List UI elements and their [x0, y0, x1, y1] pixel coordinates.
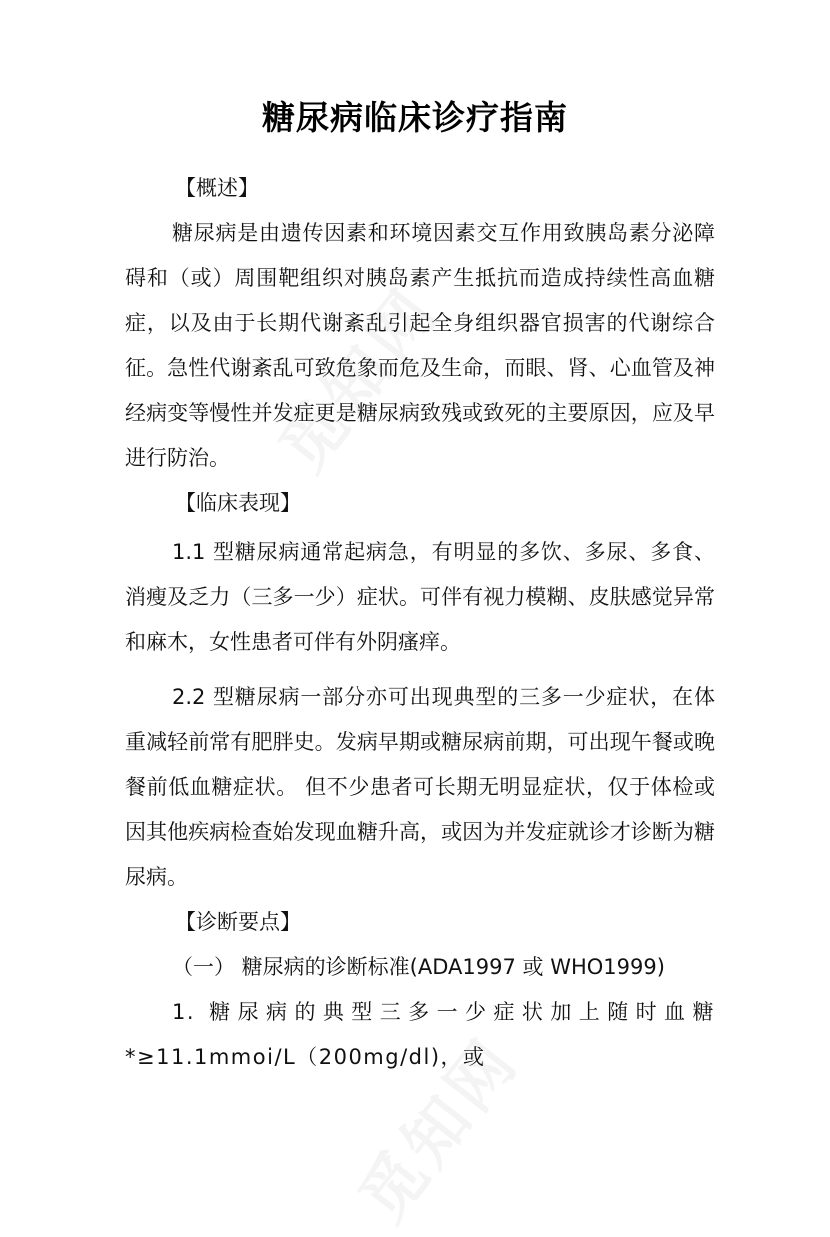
diagnosis-heading: 【诊断要点】 [175, 910, 301, 934]
overview-heading: 【概述】 [175, 176, 259, 200]
page-title: 糖尿病临床诊疗指南 [262, 98, 568, 137]
clinical-heading: 【临床表现】 [175, 491, 301, 515]
document-body [125, 166, 715, 1080]
clinical-paragraph-1: 1.1 型糖尿病通常起病急，有明显的多饮、多尿、多食、消瘦及乏力（三多一少）症状。可伴有视力模糊、皮肤感觉异常和麻木，女性患者可伴有外阴瘙痒。 [125, 540, 715, 654]
diagnosis-subheading: （一） 糖尿病的诊断标准(ADA1997 或 WHO1999) [172, 955, 665, 979]
clinical-paragraph-2: 2.2 型糖尿病一部分亦可出现典型的三多一少症状，在体重减轻前常有肥胖史。发病早期或糖尿病前期，可出现午餐或晚餐前低血糖症状。 但不少患者可长期无明显症状，仅于体检或因其他疾病检查始发现血糖升高，或因为并发症就诊才诊断为糖尿病。 [125, 685, 715, 889]
diagnosis-criterion-1: 1. 糖尿病的典型三多一少症状加上随时血糖*≥11.1mmoi/L（200mg/dl)，或 [125, 1000, 715, 1069]
overview-paragraph: 糖尿病是由遗传因素和环境因素交互作用致胰岛素分泌障碍和（或）周围靶组织对胰岛素产生抵抗而造成持续性高血糖症，以及由于长期代谢紊乱引起全身组织器官损害的代谢综合征。急性代谢紊乱可致危象而危及生命，而眼、肾、心血管及神经病变等慢性并发症更是糖尿病致残或致死的主要原因，应及早进行防治。 [125, 221, 715, 470]
